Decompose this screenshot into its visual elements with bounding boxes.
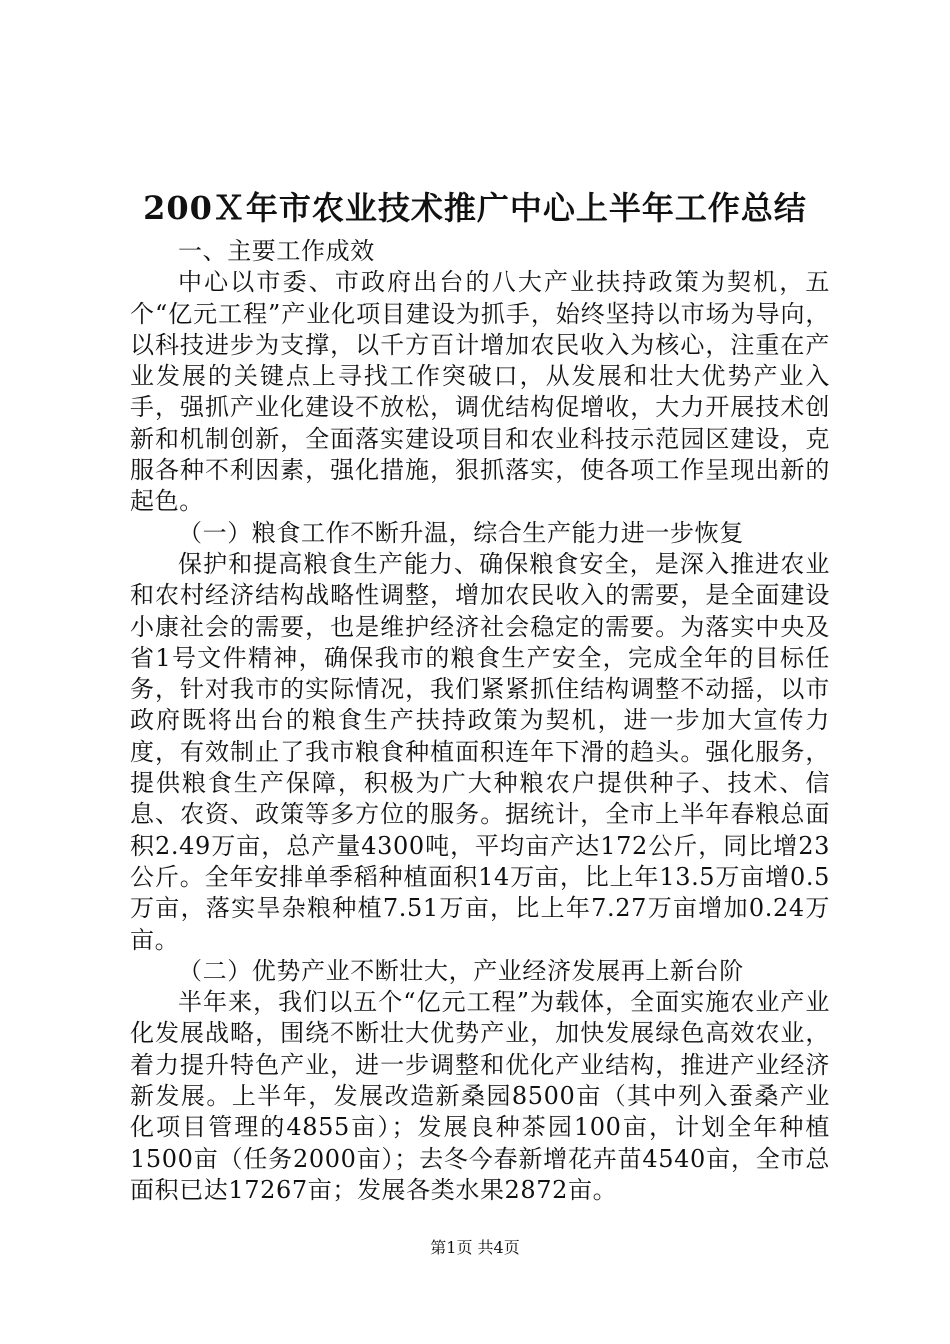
document-body [130, 236, 830, 1206]
page-footer: 第1页 共4页 [430, 1238, 520, 1257]
subsection-heading-grain: （一）粮食工作不断升温，综合生产能力进一步恢复 [178, 518, 744, 547]
section-heading-main-achievements: 一、主要工作成效 [178, 237, 375, 265]
subsection-paragraph-industry: 半年来，我们以五个“亿元工程”为载体，全面实施农业产业化发展战略，围绕不断壮大优势产业，加快发展绿色高效农业，着力提升特色产业，进一步调整和优化产业结构，推进产业经济新发展。上半年，发展改造新桑园8500亩（其中列入蚕桑产业化项目管理的4855亩）；发展良种茶园100亩，计划全年种植1500亩（任务2000亩）；去冬今春新增花卉苗4540亩，全市总面积已达17267亩；发展各类水果2872亩。 [130, 988, 830, 1204]
subsection-heading-industry: （二）优势产业不断壮大，产业经济发展再上新台阶 [178, 956, 744, 985]
section-paragraph-overview: 中心以市委、市政府出台的八大产业扶持政策为契机，五个“亿元工程”产业化项目建设为抓手，始终坚持以市场为导向，以科技进步为支撑，以千方百计增加农民收入为核心，注重在产业发展的关键点上寻找工作突破口，从发展和壮大优势产业入手，强抓产业化建设不放松，调优结构促增收，大力开展技术创新和机制创新，全面落实建设项目和农业科技示范园区建设，克服各种不利因素，强化措施，狠抓落实，使各项工作呈现出新的起色。 [130, 268, 830, 516]
subsection-paragraph-grain: 保护和提高粮食生产能力、确保粮食安全，是深入推进农业和农村经济结构战略性调整，增加农民收入的需要，是全面建设小康社会的需要，也是维护经济社会稳定的需要。为落实中央及省1号文件精神，确保我市的粮食生产安全，完成全年的目标任务，针对我市的实际情况，我们紧紧抓住结构调整不动摇，以市政府既将出台的粮食生产扶持政策为契机，进一步加大宣传力度，有效制止了我市粮食种植面积连年下滑的趋头。强化服务，提供粮食生产保障，积极为广大种粮农户提供种子、技术、信息、农资、政策等多方位的服务。据统计，全市上半年春粮总面积2.49万亩，总产量4300吨，平均亩产达172公斤，同比增23公斤。全年安排单季稻种植面积14万亩，比上年13.5万亩增0.5万亩，落实旱杂粮种植7.51万亩，比上年7.27万亩增加0.24万亩。 [130, 549, 830, 954]
document-title: 200Ｘ年市农业技术推广中心上半年工作总结 [143, 189, 807, 227]
